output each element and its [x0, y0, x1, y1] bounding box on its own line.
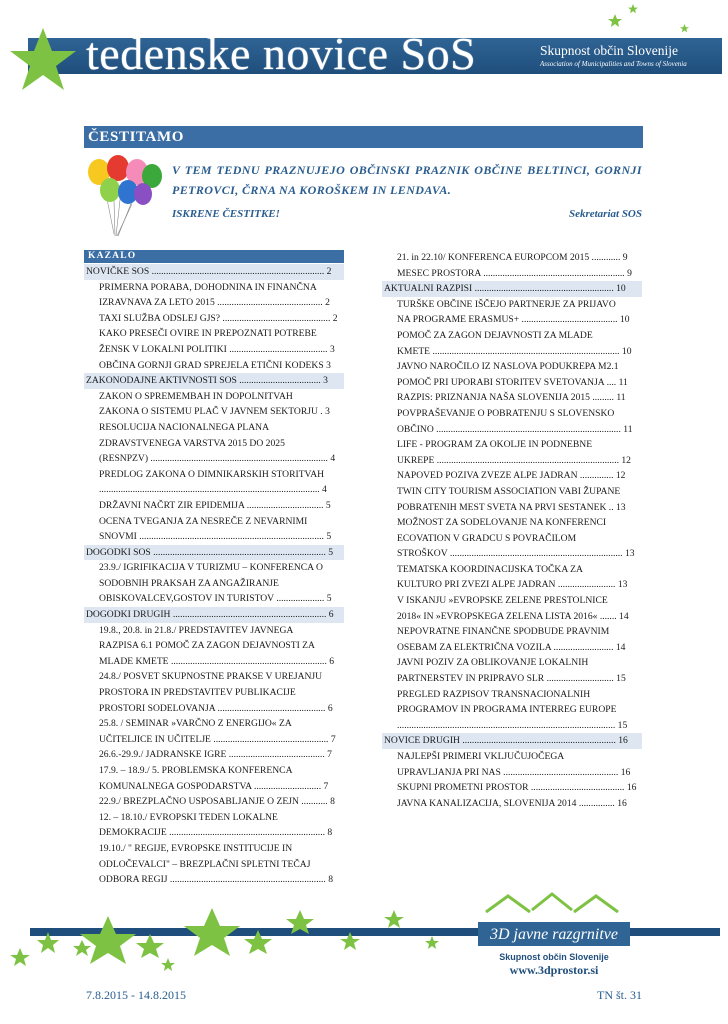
header-banner	[0, 0, 728, 90]
toc-entry-line: ODLOČEVALCI" – BREZPLAČNI SPLETNI TEČAJ	[99, 858, 311, 870]
toc-entry-line: ZAKONODAJNE AKTIVNOSTI SOS .................................. 3	[86, 375, 328, 387]
toc-entry-line: JAVNO NAROČILO IZ NASLOVA PODUKREPA M2.1	[397, 361, 619, 373]
toc-entry-link[interactable]	[382, 655, 642, 686]
toc-entry-link[interactable]	[84, 389, 344, 420]
section-title: ČESTITAMO	[88, 129, 184, 145]
toc-entry-link[interactable]	[84, 763, 344, 794]
toc-entry-link[interactable]	[84, 311, 344, 327]
toc-entry-line: SODOBNIH PRAKSAH ZA ANGAŽIRANJE	[99, 577, 279, 589]
toc-entry-line: ............................................................................................ 4	[99, 484, 327, 496]
toc-entry-line: PREGLED RAZPISOV TRANSNACIONALNIH	[397, 688, 591, 700]
toc-entry-line: UKREPE ............................................................................ 12	[397, 454, 631, 466]
toc-category-link[interactable]	[84, 607, 344, 623]
toc-entry-link[interactable]	[382, 250, 642, 266]
toc-entry-line: ZAKON O SPREMEMBAH IN DOPOLNITVAH	[99, 390, 293, 402]
toc-entry-line: PROSTORA IN PREDSTAVITEV PUBLIKACIJE	[99, 687, 296, 699]
toc-entry-line: TEMATSKA KOORDINACIJSKA TOČKA ZA	[397, 563, 583, 575]
footer-banner-url: www.3dprostor.si	[509, 963, 599, 977]
greeting-text: ISKRENE ČESTITKE!	[172, 208, 280, 220]
toc-entry-line: 22.9./ BREZPLAČNO USPOSABLJANJE O ZEJN ........... 8	[99, 796, 335, 808]
toc-entry-line: ZDRAVSTVENEGA VARSTVA 2015 DO 2025	[99, 437, 285, 449]
toc-entry-line: KAKO PRESEČI OVIRE IN PREPOZNATI POTREBE	[99, 328, 317, 340]
toc-entry-line: PARTNERSTEV IN PRIPRAVO SLR ............................ 15	[397, 673, 626, 685]
toc-entry-line: AKTUALNI RAZPISI .......................................................... 10	[384, 283, 626, 295]
toc-entry-link[interactable]	[382, 406, 642, 437]
toc-entry-link[interactable]	[84, 280, 344, 311]
toc-entry-link[interactable]	[84, 794, 344, 810]
toc-entry-link[interactable]	[382, 562, 642, 593]
toc-entry-line: 24.8./ POSVET SKUPNOSTNE PRAKSE V UREJANJU	[99, 671, 323, 683]
toc-entry-line: OBČINA GORNJI GRAD SPREJELA ETIČNI KODEKS 3	[99, 359, 331, 371]
toc-entry-link[interactable]	[84, 467, 344, 498]
toc-entry-link[interactable]	[382, 796, 642, 812]
toc-entry-line: KOMUNALNEGA GOSPODARSTVA ............................ 7	[99, 780, 329, 792]
house-icon	[486, 894, 618, 912]
toc-entry-link[interactable]	[382, 468, 642, 484]
toc-entry-line: DOGODKI SOS ........................................................................ 5	[86, 546, 334, 558]
toc-entry-link[interactable]	[382, 593, 642, 624]
toc-entry-line: OSEBAM ZA ELEKTRIČNA VOZILA ......................... 14	[397, 641, 626, 653]
toc-entry-line: MLADE KMETE ................................................................. 6	[99, 655, 335, 667]
toc-entry-link[interactable]	[84, 716, 344, 747]
toc-entry-line: OBČINO ............................................................................. 11	[397, 423, 633, 435]
toc-entry-line: PRIMERNA PORABA, DOHODNINA IN FINANČNA	[99, 281, 317, 293]
toc-entry-link[interactable]	[382, 687, 642, 734]
toc-entry-link[interactable]	[84, 810, 344, 841]
toc-entry-line: RESOLUCIJA NACIONALNEGA PLANA	[99, 421, 270, 433]
toc-entry-line: NAPOVED POZIVA ZVEZE ALPE JADRAN .............. 12	[397, 470, 626, 482]
toc-entry-line: JAVNI POZIV ZA OBLIKOVANJE LOKALNIH	[397, 657, 589, 669]
toc-entry-line: 21. in 22.10/ KONFERENCA EUROPCOM 2015 ............ 9	[397, 252, 628, 263]
toc-entry-link[interactable]	[382, 515, 642, 562]
toc-entry-line: NOVIČKE SOS ........................................................................ 2	[86, 266, 332, 277]
toc-entry-line: SNOVMI ............................................................................. 5	[99, 531, 332, 543]
toc-entry-line: DOGODKI DRUGIH ................................................................ 6	[86, 609, 334, 621]
toc-entry-link[interactable]	[382, 359, 642, 390]
toc-entry-line: OCENA TVEGANJA ZA NESREČE Z NEVARNIMI	[99, 515, 308, 527]
toc-entry-line: NAJLEPŠI PRIMERI VKLJUČUJOČEGA	[397, 751, 565, 762]
toc-entry-line: 19.10./ " REGIJE, EVROPSKE INSTITUCIJE IN	[99, 842, 293, 854]
toc-entry-line: (RESNPZV) .......................................................................... 4	[99, 453, 336, 465]
toc-entry-line: 19.8., 20.8. in 21.8./ PREDSTAVITEV JAVNEGA	[99, 624, 294, 636]
toc-entry-line: POBRATENIH MEST SVETA NA PRVI SESTANEK .. 13	[397, 501, 626, 513]
toc-entry-line: SKUPNI PROMETNI PROSTOR ....................................... 16	[397, 782, 637, 794]
toc-entry-line: PROSTORI SODELOVANJA ............................................. 6	[99, 702, 333, 714]
toc-entry-line: ZAKONA O SISTEMU PLAČ V JAVNEM SEKTORJU . 3	[99, 406, 330, 418]
toc-entry-link[interactable]	[84, 841, 344, 888]
toc-entry-link[interactable]	[84, 498, 344, 514]
toc-entry-link[interactable]	[382, 266, 642, 282]
toc-entry-line: V ISKANJU »EVROPSKE ZELENE PRESTOLNICE	[397, 595, 608, 607]
balloons-icon	[84, 154, 164, 240]
toc-entry-line: RAZPIS: PRIZNANJA NAŠA SLOVENIJA 2015 ......... 11	[397, 392, 626, 404]
toc-right-column	[382, 250, 642, 811]
toc-category-link[interactable]	[382, 733, 642, 749]
small-star-icon	[628, 4, 638, 14]
toc-entry-line: POMOČ ZA ZAGON DEJAVNOSTI ZA MLADE	[397, 329, 593, 341]
toc-entry-link[interactable]	[382, 297, 642, 328]
toc-entry-line: NEPOVRATNE FINANČNE SPODBUDE PRAVNIM	[397, 626, 610, 638]
toc-entry-line: OBISKOVALCEV,GOSTOV IN TURISTOV .................... 5	[99, 593, 332, 605]
org-subtitle: Association of Municipalities and Towns of Slovenia	[540, 60, 687, 68]
toc-entry-line: RAZPISA 6.1 POMOČ ZA ZAGON DEJAVNOSTI ZA	[99, 640, 315, 652]
toc-entry-link[interactable]	[84, 514, 344, 545]
toc-left-column	[84, 264, 344, 888]
toc-entry-link[interactable]	[84, 326, 344, 357]
toc-entry-line: 26.6.-29.9./ JADRANSKE IGRE ........................................ 7	[99, 749, 332, 761]
toc-entry-line: 23.9./ IGRIFIKACIJA V TURIZMU – KONFERENCA O	[99, 562, 323, 574]
toc-entry-line: KULTURO PRI ZVEZI ALPE JADRAN ........................ 13	[397, 579, 628, 591]
toc-entry-link[interactable]	[84, 669, 344, 716]
toc-entry-link[interactable]	[382, 624, 642, 655]
signature-text: Sekretariat SOS	[568, 208, 642, 220]
toc-entry-line: 12. – 18.10./ EVROPSKI TEDEN LOKALNE	[99, 811, 278, 823]
footer-issue-number: TN št. 31	[597, 988, 642, 1002]
toc-entry-link[interactable]	[382, 484, 642, 515]
toc-entry-line: ECOVATION V GRADCU S POVRAČILOM	[397, 532, 577, 544]
toc-title: KAZALO	[88, 251, 137, 261]
toc-entry-line: LIFE - PROGRAM ZA OKOLJE IN PODNEBNE	[397, 439, 593, 451]
toc-category-link[interactable]	[84, 373, 344, 389]
toc-entry-line: PREDLOG ZAKONA O DIMNIKARSKIH STORITVAH	[99, 468, 325, 480]
toc-entry-link[interactable]	[84, 747, 344, 763]
toc-entry-line: MESEC PROSTORA ........................................................... 9	[397, 267, 632, 279]
toc-entry-line: MOŽNOST ZA SODELOVANJE NA KONFERENCI	[397, 517, 607, 529]
toc-entry-line: DEMOKRACIJE ................................................................. 8	[99, 827, 333, 839]
org-name: Skupnost občin Slovenije	[540, 43, 678, 58]
toc-entry-line: DRŽAVNI NAČRT ZIR EPIDEMIJA ................................ 5	[99, 499, 331, 511]
toc-entry-line: JAVNA KANALIZACIJA, SLOVENIJA 2014 ............... 16	[397, 797, 627, 809]
toc-entry-link[interactable]	[382, 390, 642, 406]
toc-entry-link[interactable]	[84, 358, 344, 374]
footer-date-range: 7.8.2015 - 14.8.2015	[86, 988, 186, 1002]
green-star-icon	[8, 26, 78, 92]
toc-category-link[interactable]	[382, 281, 642, 297]
toc-entry-line: IZRAVNAVA ZA LETO 2015 ............................................ 2	[99, 297, 330, 309]
small-star-icon	[608, 14, 622, 28]
toc-entry-line: STROŠKOV ........................................................................ 13	[397, 548, 635, 560]
toc-entry-line: ........................................................................................... 15	[397, 719, 628, 731]
toc-category-link[interactable]	[84, 545, 344, 561]
footer-banner-title: 3D javne razgrnitve	[490, 926, 618, 943]
toc-entry-link[interactable]	[84, 560, 344, 607]
toc-entry-link[interactable]	[84, 623, 344, 670]
footer-banner-org: Skupnost občin Slovenije	[499, 952, 609, 962]
toc-entry-line: ODBORA REGIJ ................................................................. 8	[99, 874, 333, 886]
toc-entry-line: PROGRAMOV IN PROGRAMA INTERREG EUROPE	[397, 704, 617, 716]
toc-entry-link[interactable]	[382, 749, 642, 780]
toc-entry-link[interactable]	[84, 420, 344, 467]
congratulations-text: V TEM TEDNU PRAZNUJEJO OBČINSKI PRAZNIK OBČINE BELTINCI, GORNJI PETROVCI, ČRNA NA KOROŠKEM IN LENDAVA.	[172, 163, 642, 197]
toc-entry-line: NOVICE DRUGIH ................................................................ 16	[384, 735, 628, 747]
toc-entry-link[interactable]	[382, 437, 642, 468]
toc-entry-line: 17.9. – 18.9./ 5. PROBLEMSKA KONFERENCA	[99, 765, 293, 776]
toc-entry-line: 2018« IN »EVROPSKEGA ZELENA LISTA 2016« ....... 14	[397, 610, 629, 622]
toc-entry-line: NA PROGRAME ERASMUS+ ........................................ 10	[397, 314, 630, 326]
toc-category-link[interactable]	[84, 264, 344, 280]
toc-entry-link[interactable]	[382, 780, 642, 796]
toc-entry-line: TWIN CITY TOURISM ASSOCIATION VABI ŽUPANE	[397, 485, 621, 497]
toc-entry-line: TURŠKE OBČINE IŠČEJO PARTNERJE ZA PRIJAVO	[397, 298, 616, 310]
toc-entry-line: POMOČ PRI UPORABI STORITEV SVETOVANJA .... 11	[397, 376, 628, 388]
toc-entry-link[interactable]	[382, 328, 642, 359]
toc-entry-line: UČITELJICE IN UČITELJE ................................................ 7	[99, 733, 336, 745]
toc-entry-line: UPRAVLJANJA PRI NAS ................................................ 16	[397, 766, 631, 778]
footer-banner	[0, 888, 728, 978]
toc-entry-line: ŽENSK V LOKALNI POLITIKI ......................................... 3	[99, 343, 335, 355]
small-star-icon	[680, 24, 689, 33]
toc-entry-line: KMETE .............................................................................. 10	[397, 345, 632, 357]
toc-entry-line: 25.8. / SEMINAR »VARČNO Z ENERGIJO« ZA	[99, 718, 292, 730]
toc-entry-line: TAXI SLUŽBA ODSLEJ GJS? ............................................. 2	[99, 312, 338, 324]
newsletter-title: tedenske novice SoS	[86, 28, 477, 79]
toc-entry-line: POVPRAŠEVANJE O POBRATENJU S SLOVENSKO	[397, 407, 615, 419]
